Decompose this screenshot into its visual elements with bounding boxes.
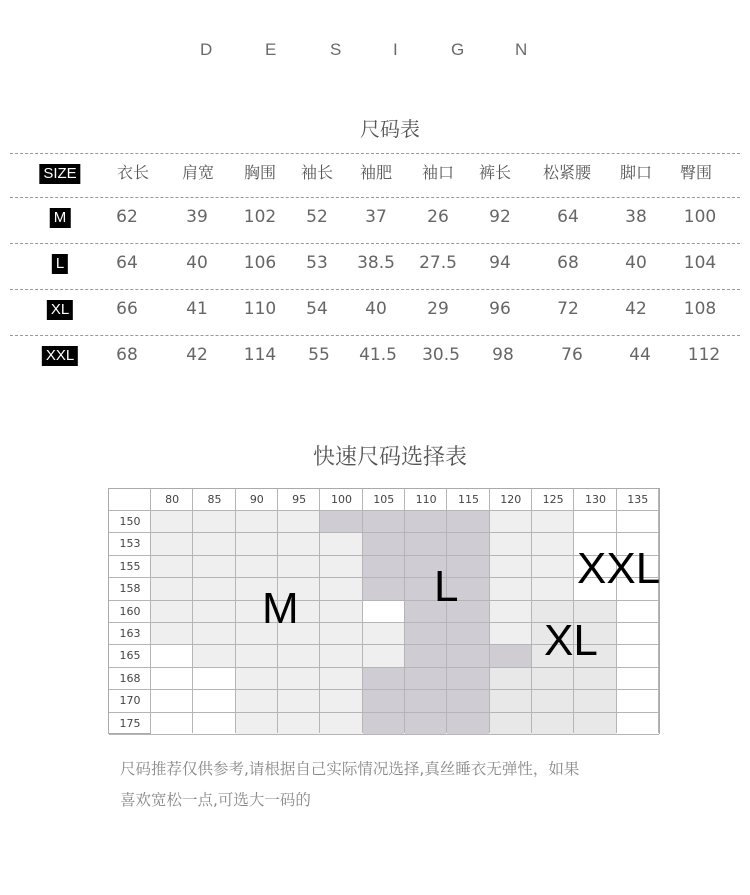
grid-cell: [363, 690, 405, 712]
weight-header: 85: [207, 493, 222, 506]
grid-cell: [151, 556, 193, 578]
grid-cell: [320, 578, 362, 600]
column-header: 松紧腰: [542, 163, 592, 182]
value-cell: 38.5: [357, 253, 395, 273]
grid-cell: [447, 713, 489, 735]
grid-cell: [278, 690, 320, 712]
column-header: 胸围: [243, 163, 277, 182]
weight-header: 105: [373, 493, 395, 506]
height-label: 158: [119, 582, 141, 596]
grid-cell: [193, 511, 235, 533]
value-cell: 112: [687, 345, 721, 365]
grid-cell: [320, 668, 362, 690]
grid-cell: [151, 578, 193, 600]
grid-cell: [320, 511, 362, 533]
weight-header: 80: [165, 493, 180, 506]
value-cell: 92: [489, 207, 511, 227]
size-badge: XXL: [42, 346, 78, 366]
design-letter: G: [451, 40, 465, 59]
grid-cell: [278, 713, 320, 735]
zone-label-xl: XL: [544, 616, 598, 665]
value-cell: 54: [306, 299, 328, 319]
grid-cell: [151, 713, 193, 735]
value-cell: 98: [492, 345, 514, 365]
grid-cell: [278, 645, 320, 667]
value-cell: 29: [427, 299, 449, 319]
size-badge: M: [50, 208, 71, 228]
grid-cell: [490, 578, 532, 600]
size-row-m: [10, 197, 740, 244]
value-cell: 40: [186, 253, 208, 273]
grid-cell: [532, 668, 574, 690]
grid-line-horizontal: [109, 667, 659, 668]
grid-line-vertical: [658, 489, 659, 733]
grid-cell: [320, 533, 362, 555]
grid-cell: [617, 690, 659, 712]
grid-cell: [193, 533, 235, 555]
grid-cell: [363, 601, 405, 623]
design-letter: E: [265, 40, 277, 59]
grid-cell: [574, 713, 616, 735]
grid-cell: [363, 556, 405, 578]
value-cell: 72: [557, 299, 579, 319]
quick-chart-title: 快速尺码选择表: [312, 445, 467, 470]
size-cell: [42, 336, 78, 382]
size-badge: L: [52, 254, 68, 274]
grid-line-vertical: [150, 489, 151, 733]
value-cell: 44: [629, 345, 651, 365]
grid-line-vertical: [573, 489, 574, 733]
grid-line-vertical: [489, 489, 490, 733]
grid-cell: [405, 645, 447, 667]
column-header: 臀围: [679, 163, 713, 182]
grid-cell: [490, 511, 532, 533]
size-badge: XL: [47, 300, 73, 320]
grid-cell: [574, 511, 616, 533]
grid-cell: [447, 645, 489, 667]
grid-cell: [617, 645, 659, 667]
grid-cell: [490, 601, 532, 623]
value-cell: 26: [427, 207, 449, 227]
grid-cell: [278, 511, 320, 533]
column-header: 袖口: [421, 163, 455, 182]
weight-header: 95: [292, 493, 307, 506]
grid-cell: [405, 713, 447, 735]
design-heading: [0, 40, 750, 64]
value-cell: 108: [683, 299, 717, 319]
size-row-xxl: [10, 335, 740, 382]
value-cell: 100: [683, 207, 717, 227]
column-header: 袖长: [300, 163, 334, 182]
grid-cell: [405, 668, 447, 690]
grid-cell: [532, 556, 574, 578]
height-label: 150: [119, 515, 141, 528]
grid-cell: [447, 511, 489, 533]
grid-cell: [193, 713, 235, 735]
height-label: 175: [119, 716, 141, 730]
value-cell: 76: [561, 345, 583, 365]
grid-cell: [405, 533, 447, 555]
grid-cell: [236, 668, 278, 690]
grid-cell: [490, 713, 532, 735]
grid-cell: [193, 556, 235, 578]
grid-cell: [151, 533, 193, 555]
grid-cell: [405, 690, 447, 712]
grid-cell: [320, 713, 362, 735]
grid-cell: [193, 690, 235, 712]
grid-cell: [363, 623, 405, 645]
grid-line-horizontal: [109, 600, 659, 601]
grid-cell: [193, 668, 235, 690]
grid-cell: [490, 645, 532, 667]
size-note-line-2: 喜欢宽松一点,可选大一码的: [120, 791, 311, 809]
size-row-xl: [10, 289, 740, 336]
size-cell: [47, 290, 73, 336]
grid-cell: [193, 623, 235, 645]
grid-cell: [617, 601, 659, 623]
grid-line-vertical: [531, 489, 532, 733]
grid-cell: [532, 533, 574, 555]
grid-line-vertical: [404, 489, 405, 733]
grid-cell: [236, 713, 278, 735]
value-cell: 64: [557, 207, 579, 227]
grid-cell: [447, 533, 489, 555]
grid-cell: [363, 645, 405, 667]
grid-cell: [405, 511, 447, 533]
value-cell: 55: [308, 345, 330, 365]
design-letter: D: [200, 40, 213, 59]
grid-cell: [278, 668, 320, 690]
grid-line-vertical: [616, 489, 617, 733]
size-row-l: [10, 243, 740, 290]
grid-line-horizontal: [109, 689, 659, 690]
grid-cell: [447, 668, 489, 690]
grid-cell: [490, 533, 532, 555]
height-label: 168: [119, 671, 141, 685]
column-header: 裤长: [478, 163, 512, 182]
grid-cell: [363, 578, 405, 600]
grid-line-horizontal: [109, 510, 659, 511]
value-cell: 37: [365, 207, 387, 227]
size-chart-title: 尺码表: [360, 117, 420, 141]
value-cell: 42: [625, 299, 647, 319]
grid-line-vertical: [362, 489, 363, 733]
value-cell: 30.5: [422, 345, 460, 365]
value-cell: 102: [243, 207, 277, 227]
quick-size-grid: [108, 488, 660, 734]
zone-label-xxl: XXL: [577, 544, 661, 593]
grid-cell: [447, 623, 489, 645]
zone-label-m: M: [262, 584, 299, 633]
weight-header: 125: [542, 493, 564, 506]
grid-cell: [320, 556, 362, 578]
grid-cell: [151, 511, 193, 533]
weight-header: 135: [627, 493, 649, 506]
grid-cell: [617, 623, 659, 645]
weight-header: 130: [584, 493, 606, 506]
grid-cell: [151, 690, 193, 712]
grid-cell: [617, 668, 659, 690]
value-cell: 66: [116, 299, 138, 319]
grid-cell: [363, 713, 405, 735]
grid-cell: [447, 690, 489, 712]
grid-cell: [363, 511, 405, 533]
grid-cell: [236, 533, 278, 555]
grid-line-horizontal: [109, 532, 659, 533]
design-letter: N: [515, 40, 528, 59]
weight-header: 120: [500, 493, 522, 506]
size-label-badge: SIZE: [39, 164, 80, 184]
grid-cell: [236, 556, 278, 578]
size-note-line-1: 尺码推荐仅供参考,请根据自己实际情况选择,真丝睡衣无弹性，如果: [120, 760, 580, 778]
grid-cell: [490, 556, 532, 578]
size-chart-header-row: [10, 153, 740, 200]
grid-cell: [320, 623, 362, 645]
grid-cell: [532, 690, 574, 712]
value-cell: 110: [243, 299, 277, 319]
height-label: 160: [119, 604, 141, 618]
weight-header: 90: [249, 493, 264, 506]
value-cell: 68: [557, 253, 579, 273]
column-header: 肩宽: [181, 163, 215, 182]
value-cell: 42: [186, 345, 208, 365]
height-label: 170: [119, 694, 141, 708]
column-header: 脚口: [619, 163, 653, 182]
column-header: 袖肥: [359, 163, 393, 182]
grid-cell: [193, 578, 235, 600]
grid-cell: [532, 713, 574, 735]
grid-cell: [363, 668, 405, 690]
grid-cell: [236, 645, 278, 667]
grid-line-vertical: [319, 489, 320, 733]
grid-cell: [278, 533, 320, 555]
value-cell: 94: [489, 253, 511, 273]
value-cell: 41.5: [359, 345, 397, 365]
value-cell: 68: [116, 345, 138, 365]
grid-cell: [532, 578, 574, 600]
grid-cell: [617, 511, 659, 533]
value-cell: 52: [306, 207, 328, 227]
value-cell: 53: [306, 253, 328, 273]
grid-cell: [363, 533, 405, 555]
design-letter: I: [393, 40, 398, 59]
grid-cell: [532, 511, 574, 533]
size-cell: [50, 198, 71, 244]
value-cell: 96: [489, 299, 511, 319]
grid-line-vertical: [192, 489, 193, 733]
value-cell: 41: [186, 299, 208, 319]
value-cell: 62: [116, 207, 138, 227]
weight-header: 100: [330, 493, 352, 506]
grid-cell: [151, 601, 193, 623]
zone-label-l: L: [434, 562, 459, 611]
value-cell: 39: [186, 207, 208, 227]
design-letter: S: [330, 40, 342, 59]
grid-cell: [278, 556, 320, 578]
grid-cell: [574, 690, 616, 712]
grid-cell: [320, 690, 362, 712]
grid-line-horizontal: [109, 734, 659, 735]
grid-cell: [490, 668, 532, 690]
grid-cell: [490, 690, 532, 712]
value-cell: 40: [625, 253, 647, 273]
grid-line-horizontal: [109, 712, 659, 713]
grid-cell: [320, 645, 362, 667]
grid-cell: [193, 601, 235, 623]
value-cell: 27.5: [419, 253, 457, 273]
value-cell: 40: [365, 299, 387, 319]
grid-cell: [617, 713, 659, 735]
grid-cell: [320, 601, 362, 623]
grid-cell: [151, 668, 193, 690]
size-cell: [52, 244, 68, 290]
grid-cell: [236, 511, 278, 533]
weight-header: 110: [415, 493, 437, 506]
size-header-cell: [39, 154, 80, 200]
grid-cell: [236, 690, 278, 712]
column-header: 衣长: [116, 163, 150, 182]
height-label: 163: [119, 627, 141, 640]
grid-cell: [405, 623, 447, 645]
value-cell: 64: [116, 253, 138, 273]
grid-cell: [151, 623, 193, 645]
value-cell: 106: [243, 253, 277, 273]
value-cell: 114: [243, 345, 277, 365]
height-label: 165: [119, 649, 141, 663]
weight-header: 115: [457, 493, 479, 506]
grid-cell: [574, 668, 616, 690]
value-cell: 104: [683, 253, 717, 273]
grid-cell: [193, 645, 235, 667]
grid-line-vertical: [235, 489, 236, 733]
value-cell: 38: [625, 207, 647, 227]
grid-cell: [151, 645, 193, 667]
grid-cell: [490, 623, 532, 645]
height-label: 153: [119, 537, 141, 551]
height-label: 155: [119, 559, 141, 573]
